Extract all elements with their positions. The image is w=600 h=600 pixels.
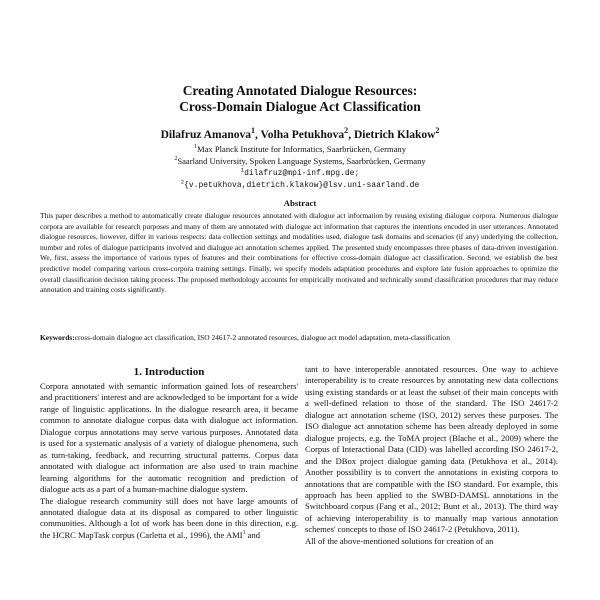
author-separator: , [348, 129, 354, 141]
email-line-2 [0, 180, 600, 191]
affiliation-mark: 1 [193, 144, 197, 151]
author-affiliation-mark: 2 [435, 126, 440, 136]
paragraph-text: and [245, 529, 261, 540]
author-list [0, 126, 600, 141]
author-separator: , [255, 129, 261, 141]
abstract-body: This paper describes a method to automatically create dialogue resources annotated with dialogue act information by reusing existing dialogue corpora. Numerous dialogue corpora are available for research purposes and many of them are annotated with dialogue act information that captures the intentions encoded in user utterances. Annotated dialogue resources, however, differ in various respects: data collection settings and modalities used, dialogue task domains and scenarios (if any) underlying the collection, number and roles of dialogue participants involved and dialogue act annotation schemes applied. The presented study encompasses three phases of data-driven investigation. We, first, assess the importance of various types of features and their combinations for effective cross-domain dialogue act classification. Second, we establish the best predictive model comparing various cross-corpora training settings. Finally, we specify models adaptation procedures and explore late fusion approaches to optimize the overall classification decision taking process. The proposed methodology accounts for empirically motivated and technically sound classification procedures that may reduce annotation and training costs significantly. [40, 211, 558, 295]
keywords-label: Keywords: [40, 333, 75, 342]
intro-paragraph-4: All of the above-mentioned solutions for creation of an [305, 535, 494, 546]
abstract-heading: Abstract [283, 198, 317, 208]
left-column [40, 381, 298, 541]
keywords-block [40, 333, 558, 344]
email-line-1 [0, 168, 600, 179]
author-name: Dietrich Klakow [353, 129, 436, 141]
intro-paragraph-2 [40, 496, 298, 542]
author-name: Volha Petukhova [260, 129, 345, 141]
affiliation-mark: 2 [174, 156, 178, 163]
footnote-mark: 1 [242, 530, 246, 537]
affiliation-mark: 1 [240, 166, 245, 174]
author-name: Dilafruz Amanova [160, 129, 251, 141]
paper-title-line-1: Creating Annotated Dialogue Resources: [182, 83, 418, 98]
section-heading-introduction: 1. Introduction [133, 366, 205, 378]
affiliation-text: Saarland University, Spoken Language Systems, Saarbrücken, Germany [177, 156, 426, 166]
affiliation-2 [0, 156, 600, 167]
email-text: {v.petukhova,dietrich.klakow}@lsv.uni-saarland.de [184, 181, 420, 190]
affiliation-mark: 2 [180, 178, 185, 186]
author-affiliation-mark: 2 [344, 126, 349, 136]
intro-paragraph-1: Corpora annotated with semantic information gained lots of researchers' and practitioners' interest and are acknowledged to be important for a wide range of linguistic applications. In the dialogue research area, it became common to annotate dialogue corpus data with dialogue act information. Dialogue corpus annotations may serve various purposes. Annotated data is used for a systematic analysis of a variety of dialogue phenomena, such as turn-taking, feedback, and recurring structural patterns. Corpus data annotated with dialogue act information are also used to train machine learning algorithms for the automatic recognition and prediction of dialogue acts as a part of a human-machine dialogue system. [40, 381, 298, 495]
affiliation-text: Max Planck Institute for Informatics, Saarbrücken, Germany [196, 144, 407, 154]
intro-paragraph-3: tant to have interoperable annotated resources. One way to achieve interoperability is to create resources by annotating new data collections using existing standards or at least the subset of their main concepts with a well-defined relation to those of the standard. The ISO 24617-2 dialogue act annotation scheme (ISO, 2012) serves these purposes. The ISO dialogue act annotation scheme has been already deployed in some dialogue projects, e.g. the ToMA project (Blache et al., 2009) where the Corpus of Interactional Data (CID) was labelled according ISO 24617-2, and the DBox project dialogue gaming data (Petukhova et al., 2014). Another possibility is to convert the annotations in existing corpora to annotations that are compatible with the ISO standard. For example, this approach has been applied to the SWBD-DAMSL annotations in the Switchboard corpus (Fang et al., 2012; Bunt et al., 2013). The third way of achieving interoperability is to manually map various annotation schemes' concepts to those of ISO 24617-2 (Petukhova, 2011). [305, 364, 558, 535]
right-column [305, 364, 558, 547]
paragraph-text: The dialogue research community still does not have large amounts of annotated dialogue data at its disposal as compared to other linguistic communities. Although a lot of work has been done in this direction, e.g. the HCRC MapTask corpus (Carletta et al., 1996), the AMI [40, 495, 298, 540]
affiliation-1 [0, 144, 600, 155]
author-affiliation-mark: 1 [250, 126, 255, 136]
paper-title-line-2: Cross-Domain Dialogue Act Classification [179, 99, 421, 114]
email-text: dilafruz@mpi-inf.mpg.de; [244, 169, 360, 178]
keywords-text: cross-domain dialogue act classification, ISO 24617-2 annotated resources, dialogue act model adaptation, meta-classification [74, 333, 450, 342]
